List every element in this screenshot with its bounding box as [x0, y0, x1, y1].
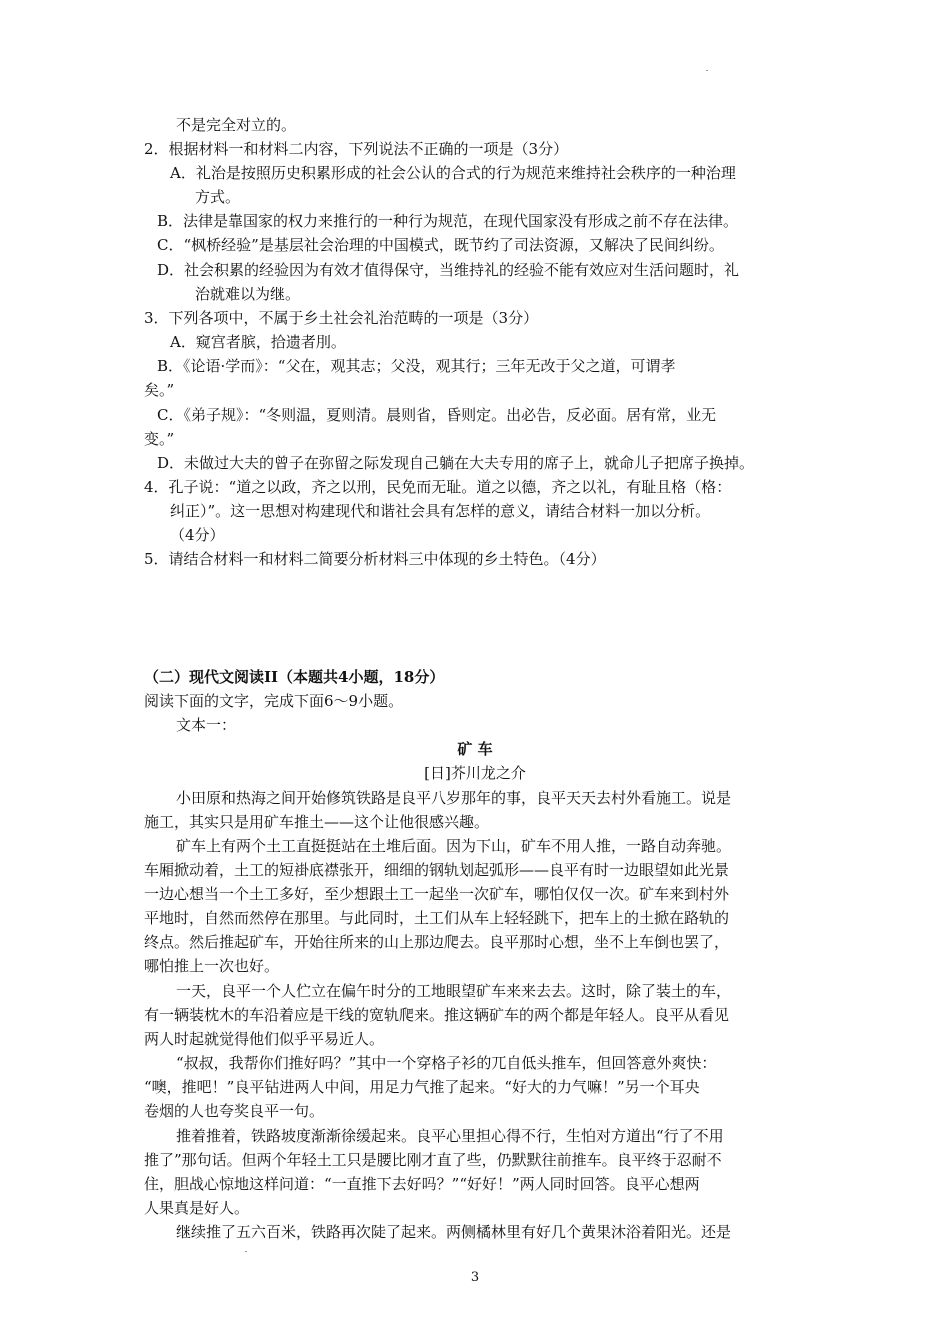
paragraph-line: 终点。然后推起矿车，开始往所来的山上那边爬去。良平那时心想，坐不上车倒也罢了， — [144, 933, 730, 951]
text-label: 文本一： — [176, 716, 237, 734]
option-3c: C．《弟子规》：“冬则温，夏则清。晨则省，昏则定。出必告，反必面。居有常，业无 — [157, 406, 717, 424]
page-number: 3 — [470, 1270, 480, 1285]
option-3c-cont: 变。” — [144, 430, 175, 448]
option-3b: B．《论语·学而》：“父在，观其志；父没，观其行；三年无改于父之道，可谓孝 — [157, 357, 676, 375]
paragraph-line: 哪怕推上一次也好。 — [144, 957, 280, 975]
instruction: 阅读下面的文字，完成下面6～9小题。 — [144, 692, 404, 710]
article-author: [日]芥川龙之介 — [424, 764, 526, 782]
option-2b: B．法律是靠国家的权力来推行的一种行为规范，在现代国家没有形成之前不存在法律。 — [157, 212, 739, 230]
question-4: 4．孔子说：“道之以政，齐之以刑，民免而无耻。道之以德，齐之以礼，有耻且格（格： — [144, 478, 732, 496]
paragraph-line: 有一辆装枕木的车沿着应是干线的宽轨爬来。推这辆矿车的两个都是年轻人。良平从看见 — [144, 1006, 730, 1024]
question-2: 2．根据材料一和材料二内容，下列说法不正确的一项是（3分） — [144, 140, 569, 158]
paragraph-line: 小田原和热海之间开始修筑铁路是良平八岁那年的事，良平天天去村外看施工。说是 — [176, 789, 732, 807]
paragraph-line: 车厢掀动着，土工的短褂底襟张开，细细的钢轨划起弧形——良平有时一边眼望如此光景 — [144, 861, 730, 879]
option-2d: D．社会积累的经验因为有效才值得保守，当维持礼的经验不能有效应对生活问题时，礼 — [157, 261, 740, 279]
paragraph-line: 两人时起就觉得他们似乎平易近人。 — [144, 1030, 385, 1048]
paragraph-line: 一天，良平一个人伫立在偏午时分的工地眼望矿车来来去去。这时，除了装土的车， — [176, 982, 732, 1000]
paragraph-line: 平地时，自然而然停在那里。与此同时，土工们从车上轻轻跳下，把车上的土掀在路轨的 — [144, 909, 730, 927]
question-4-score: （4分） — [170, 526, 225, 544]
paragraph-line: 推了”那句话。但两个年轻土工只是腰比刚才直了些，仍默默往前推车。良平终于忍耐不 — [144, 1151, 722, 1169]
option-2a: A．礼治是按照历史积累形成的社会公认的合式的行为规范来维持社会秩序的一种治理 — [170, 164, 736, 182]
question-4-cont: 纠正）”。这一思想对构建现代和谐社会具有怎样的意义，请结合材料一加以分析。 — [170, 502, 711, 520]
paragraph-line: “噢，推吧！”良平钻进两人中间，用足力气推了起来。“好大的力气嘛！”另一个耳央 — [144, 1078, 700, 1096]
option-2c: C．“枫桥经验”是基层社会治理的中国模式，既节约了司法资源，又解决了民间纠纷。 — [157, 236, 724, 254]
paragraph-line: 施工，其实只是用矿车推土——这个让他很感兴趣。 — [144, 813, 490, 831]
paragraph-line: “叔叔，我帮你们推好吗？”其中一个穿格子衫的兀自低头推车，但回答意外爽快： — [176, 1054, 717, 1072]
paragraph-line: 人果真是好人。 — [144, 1199, 250, 1217]
option-3d: D．未做过大夫的曾子在弥留之际发现自己躺在大夫专用的席子上，就命儿子把席子换掉。 — [157, 454, 755, 472]
article-title: 矿 车 — [457, 740, 493, 758]
option-2d-cont: 治就难以为继。 — [195, 285, 301, 303]
question-5: 5．请结合材料一和材料二简要分析材料三中体现的乡土特色。（4分） — [144, 550, 606, 568]
option-3a: A．窥宫者膑，拾遗者刖。 — [170, 333, 346, 351]
paragraph-line: 推着推着，铁路坡度渐渐徐缓起来。良平心里担心得不行，生怕对方道出“行了不用 — [176, 1127, 724, 1145]
paragraph-line: 卷烟的人也夸奖良平一句。 — [144, 1102, 325, 1120]
section-heading: （二）现代文阅读II（本题共4小题，18分） — [144, 668, 445, 686]
scan-mark — [245, 1251, 247, 1252]
option-3b-cont: 矣。” — [144, 381, 175, 399]
paragraph-line: 一边心想当一个土工多好，至少想跟土工一起坐一次矿车，哪怕仅仅一次。矿车来到村外 — [144, 885, 730, 903]
paragraph-line: 住，胆战心惊地这样问道：“一直推下去好吗？”“好好！”两人同时回答。良平心想两 — [144, 1175, 700, 1193]
paragraph-line: 矿车上有两个土工直挺挺站在土堆后面。因为下山，矿车不用人推，一路自动奔驰。 — [176, 837, 732, 855]
text-line: 不是完全对立的。 — [176, 116, 297, 134]
question-3: 3．下列各项中，不属于乡土社会礼治范畴的一项是（3分） — [144, 309, 539, 327]
option-2a-cont: 方式。 — [195, 188, 241, 206]
scan-mark — [706, 70, 708, 71]
paragraph-line: 继续推了五六百米，铁路再次陡了起来。两侧橘林里有好几个黄果沐浴着阳光。还是 — [176, 1223, 732, 1241]
